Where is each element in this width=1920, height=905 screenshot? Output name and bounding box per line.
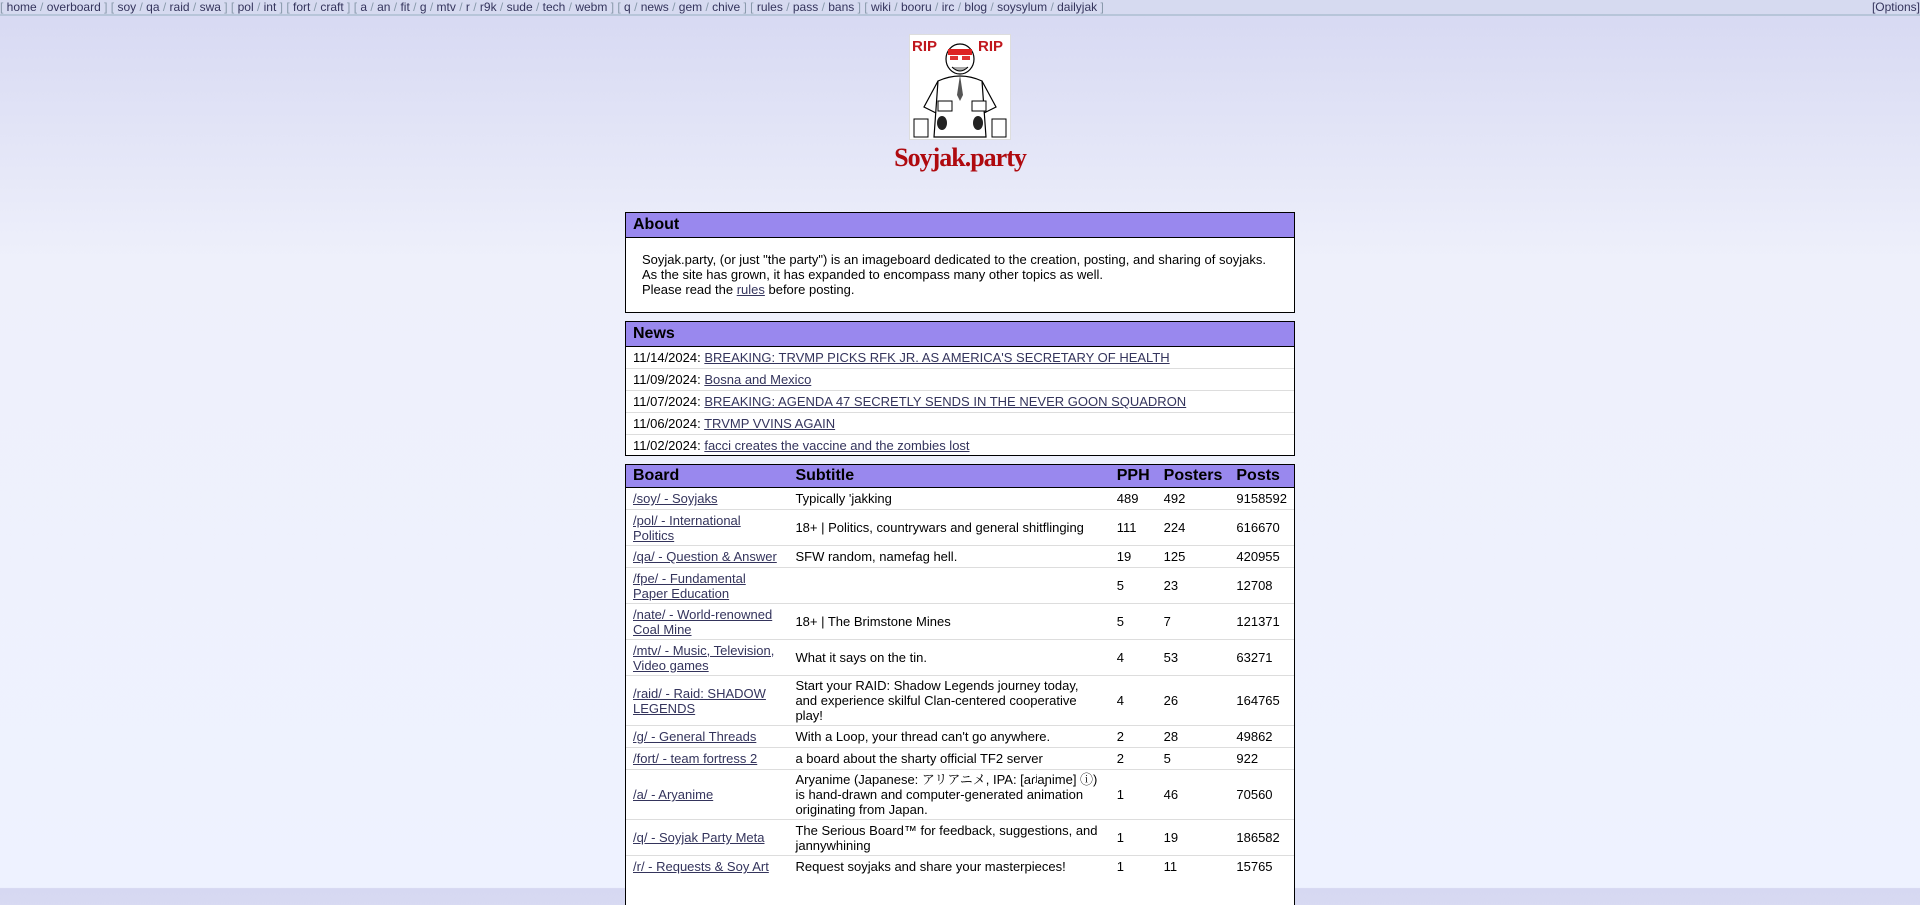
nav-link[interactable]: overboard [46,0,101,14]
board-pph-cell [1110,820,1157,856]
board-link[interactable]: /pol/ - International Politics [633,512,741,543]
board-posters: 11 [1163,859,1178,875]
top-nav-bar [0,0,1920,16]
board-posters: 53 [1163,650,1179,665]
rules-link[interactable]: rules [736,282,765,297]
nav-group: [ rules / pass / bans ] [750,0,865,14]
nav-link[interactable]: booru [900,0,932,14]
board-row [626,676,1294,726]
news-item [626,347,1294,368]
about-rules-line [642,282,1278,297]
board-link-cell [626,726,788,748]
board-pph: 5 [1116,614,1124,629]
nav-link[interactable]: qa [146,0,160,14]
nav-separator: / [1047,0,1058,14]
nav-link[interactable]: craft [320,0,344,14]
board-link-cell [626,488,788,510]
nav-separator: / [630,0,641,14]
board-subtitle: With a Loop, your thread can't go anywhere. [795,729,1051,744]
nav-separator: / [987,0,998,14]
board-row [626,510,1294,546]
about-description: Soyjak.party, (or just "the party") is an imageboard dedicated to the creation, posting, and sharing of soyjaks. As the site has grown, it has expanded to encompass many other topics as well. [642,252,1266,282]
nav-separator: / [818,0,829,14]
nav-separator: / [496,0,507,14]
nav-link[interactable]: mtv [436,0,456,14]
board-pph: 1 [1116,787,1124,802]
board-posts-cell [1229,726,1294,748]
board-subtitle-cell [788,676,1109,726]
nav-link[interactable]: pol [237,0,254,14]
board-posts: 49862 [1236,729,1273,744]
board-posters-cell [1157,820,1230,856]
board-row [626,604,1294,640]
nav-link[interactable]: q [624,0,631,14]
about-rules-post: before posting. [764,282,855,297]
board-row [626,726,1294,748]
board-link[interactable]: /mtv/ - Music, Television, Video games [633,642,775,673]
board-posters-cell [1157,546,1230,568]
rip-right-text: RIP [978,38,1004,55]
board-row [626,546,1294,568]
board-posts: 922 [1236,751,1259,766]
board-posters-cell [1157,726,1230,748]
board-posters: 492 [1163,491,1186,506]
board-pph: 111 [1116,520,1137,535]
board-pph-cell [1110,488,1157,510]
board-pph-cell [1110,770,1157,820]
board-posters: 46 [1163,787,1179,802]
board-link-cell [626,676,788,726]
board-pph-cell [1110,676,1157,726]
board-pph-cell [1110,568,1157,604]
nav-separator: / [469,0,480,14]
board-pph-cell [1110,748,1157,770]
nav-link[interactable]: r [465,0,470,14]
nav-separator: / [36,0,47,14]
news-link[interactable]: facci creates the vaccine and the zombies lost [704,438,970,453]
nav-link[interactable]: chive [712,0,741,14]
board-posts-cell [1229,676,1294,726]
board-subtitle-cell [788,640,1109,676]
nav-link[interactable]: fort [293,0,311,14]
soyjak-logo-drawing [910,35,1010,139]
board-posters: 7 [1163,614,1171,629]
nav-separator: / [253,0,264,14]
board-subtitle-cell [788,604,1109,640]
news-item [626,412,1294,434]
nav-separator: / [668,0,679,14]
board-column-header: Board [626,465,788,488]
about-box [625,212,1295,313]
board-posters: 19 [1163,830,1179,845]
board-link[interactable]: /a/ - Aryanime [633,787,714,802]
news-item [626,390,1294,412]
board-subtitle: What it says on the tin. [795,650,927,665]
news-date: 11/14/2024: [633,350,701,365]
subtitle-column-header: Subtitle [788,465,1109,488]
board-link-cell [626,770,788,820]
nav-separator: / [455,0,466,14]
nav-separator: / [782,0,793,14]
board-link[interactable]: /r/ - Requests & Soy Art [633,859,769,875]
nav-link[interactable]: webm [575,0,608,14]
posts-column-header: Posts [1229,465,1294,488]
board-link-cell [626,546,788,568]
board-subtitle: 18+ | Politics, countrywars and general shitflinging [795,520,1084,535]
pph-column-header: PPH [1110,465,1157,488]
board-posters: 23 [1163,578,1179,593]
board-pph: 1 [1116,830,1124,845]
board-link[interactable]: /q/ - Soyjak Party Meta [633,830,765,845]
board-pph: 1 [1116,859,1124,875]
board-subtitle-cell [788,546,1109,568]
about-heading: About [626,213,1294,238]
board-subtitle-cell [788,770,1109,820]
board-pph: 2 [1116,751,1124,766]
board-posts-cell [1229,488,1294,510]
board-posters-cell [1157,770,1230,820]
nav-link[interactable]: gem [678,0,703,14]
board-subtitle-cell [788,568,1109,604]
nav-link[interactable]: fit [400,0,410,14]
board-posts: 616670 [1236,520,1280,535]
board-subtitle: Typically 'jakking [795,491,892,506]
nav-separator: / [159,0,170,14]
board-pph: 2 [1116,729,1124,744]
board-pph: 5 [1116,578,1124,593]
nav-link[interactable]: blog [964,0,988,14]
board-subtitle-cell [788,726,1109,748]
board-subtitle-cell [788,510,1109,546]
board-link[interactable]: /g/ - General Threads [633,729,757,744]
nav-link[interactable]: raid [169,0,190,14]
news-link[interactable]: BREAKING: AGENDA 47 SECRETLY SENDS IN THE NEVER GOON SQUADRON [704,394,1187,409]
nav-separator: / [409,0,420,14]
board-row [626,770,1294,820]
options-button[interactable]: [Options] [1871,0,1920,14]
nav-group: [ a / an / fit / g / mtv / r / r9k / sude / tech / webm ] [353,0,618,14]
board-row [626,568,1294,604]
board-posts-cell [1229,856,1294,878]
board-posters-cell [1157,856,1230,878]
board-subtitle: The Serious Board™ for feedback, suggestions, and jannywhining [795,822,1098,853]
rip-left-text: RIP [912,38,938,55]
nav-link[interactable]: int [263,0,277,14]
board-link[interactable]: /nate/ - World-renowned Coal Mine [633,606,773,637]
nav-link[interactable]: r9k [479,0,497,14]
board-posts-cell [1229,568,1294,604]
board-posts: 15765 [1236,859,1273,875]
board-posts: 63271 [1236,650,1273,665]
board-row [626,640,1294,676]
board-posters-cell [1157,640,1230,676]
nav-separator: / [390,0,401,14]
nav-separator: / [136,0,147,14]
nav-group: [ soy / qa / raid / swa ] [110,0,231,14]
board-posts-cell [1229,510,1294,546]
board-subtitle: Aryanime (Japanese: アリアニメ, IPA: [aɾʲaɲime] ⓘ) is hand-drawn and computer-generated animation originating from Japan. [795,772,1098,817]
nav-separator: / [189,0,200,14]
board-posters: 28 [1163,729,1179,744]
board-posters: 26 [1163,693,1179,708]
board-link[interactable]: /qa/ - Question & Answer [633,549,777,564]
board-row [626,856,1294,878]
board-posts: 70560 [1236,787,1273,802]
board-link-cell [626,604,788,640]
nav-link[interactable]: dailyjak [1057,0,1098,14]
board-pph: 489 [1116,491,1139,506]
board-link[interactable]: /soy/ - Soyjaks [633,491,718,506]
board-link-cell [626,748,788,770]
board-subtitle: 18+ | The Brimstone Mines [795,614,951,629]
board-row [626,748,1294,770]
nav-link[interactable]: rules [756,0,783,14]
board-links [0,0,1104,14]
nav-separator: / [426,0,437,14]
nav-separator: / [890,0,901,14]
board-posters: 5 [1163,751,1171,766]
news-list [626,347,1294,456]
board-posters-cell [1157,568,1230,604]
nav-link[interactable]: an [377,0,391,14]
board-subtitle: Start your RAID: Shadow Legends journey today, and experience skilful Clan-centered cooperative play! [795,678,1079,723]
board-row [626,820,1294,856]
board-pph-cell [1110,856,1157,878]
news-link[interactable]: Bosna and Mexico [704,372,812,387]
about-body [626,238,1294,313]
nav-link[interactable]: a [360,0,368,14]
board-posts: 420955 [1236,549,1280,564]
board-pph-cell [1110,604,1157,640]
board-posts: 121371 [1236,614,1280,629]
board-posts-cell [1229,770,1294,820]
nav-link[interactable]: tech [542,0,566,14]
board-posts: 12708 [1236,578,1273,593]
board-subtitle: Request soyjaks and share your masterpieces! [795,859,1066,875]
news-item [626,368,1294,390]
nav-link[interactable]: g [419,0,427,14]
posters-column-header: Posters [1157,465,1230,488]
board-link[interactable]: /fort/ - team fortress 2 [633,751,758,766]
logo-image [909,34,1011,140]
board-posters: 224 [1163,520,1186,535]
board-subtitle-cell [788,856,1109,878]
nav-separator: / [310,0,321,14]
board-link[interactable]: /raid/ - Raid: SHADOW LEGENDS [633,685,766,716]
board-subtitle-cell [788,748,1109,770]
site-logo [909,34,1011,140]
news-heading: News [626,322,1294,347]
nav-separator: / [931,0,942,14]
about-rules-pre: Please read the [642,282,737,297]
nav-group: [ pol / int ] [230,0,287,14]
nav-group: [ q / news / gem / chive ] [617,0,751,14]
nav-link[interactable]: bans [828,0,855,14]
board-subtitle-cell [788,488,1109,510]
nav-link[interactable]: soysylum [997,0,1048,14]
nav-separator: / [367,0,378,14]
board-subtitle: a board about the sharty official TF2 server [795,751,1043,766]
nav-link[interactable]: home [6,0,37,14]
news-date: 11/02/2024: [633,438,701,453]
board-posts-cell [1229,546,1294,568]
board-link-cell [626,640,788,676]
nav-group: [ fort / craft ] [286,0,354,14]
board-posters: 125 [1163,549,1186,564]
board-subtitle-cell [788,820,1109,856]
board-pph: 4 [1116,650,1124,665]
nav-link[interactable]: swa [199,0,221,14]
board-posts: 164765 [1236,693,1280,708]
board-pph-cell [1110,726,1157,748]
news-item [626,434,1294,456]
board-link[interactable]: /fpe/ - Fundamental Paper Education [633,570,746,601]
board-posters-cell [1157,510,1230,546]
board-posters-cell [1157,676,1230,726]
nav-group: [ home / overboard ] [0,0,111,14]
board-pph-cell [1110,640,1157,676]
news-date: 11/06/2024: [633,416,701,431]
nav-link[interactable]: irc [941,0,955,14]
news-box [625,321,1295,456]
boards-box [625,464,1295,905]
board-link-cell [626,820,788,856]
board-posts-cell [1229,748,1294,770]
board-row [626,488,1294,510]
nav-link[interactable]: wiki [870,0,891,14]
board-posts-cell [1229,640,1294,676]
nav-link[interactable]: soy [117,0,137,14]
nav-separator: / [565,0,576,14]
board-link-cell [626,856,788,878]
nav-separator: / [954,0,965,14]
site-title: Soyjak.party [894,143,1026,172]
board-posters-cell [1157,488,1230,510]
news-date: 11/07/2024: [633,394,701,409]
board-pph: 19 [1116,549,1132,564]
board-posts: 9158592 [1236,491,1287,506]
board-posts-cell [1229,820,1294,856]
board-posters-cell [1157,748,1230,770]
board-pph: 4 [1116,693,1124,708]
news-link[interactable]: BREAKING: TRVMP PICKS RFK JR. AS AMERICA'S SECRETARY OF HEALTH [704,350,1170,365]
nav-group: [ wiki / booru / irc / blog / soysylum / dailyjak ] [864,0,1104,14]
board-posts-cell [1229,604,1294,640]
boards-header-row [626,465,1294,488]
board-posts: 186582 [1236,830,1280,845]
nav-separator: / [702,0,713,14]
board-pph-cell [1110,546,1157,568]
nav-link[interactable]: sude [506,0,533,14]
nav-link[interactable]: news [640,0,669,14]
board-subtitle: SFW random, namefag hell. [795,549,958,564]
board-link-cell [626,510,788,546]
nav-link[interactable]: pass [792,0,819,14]
boards-table [626,465,1294,878]
board-link-cell [626,568,788,604]
news-date: 11/09/2024: [633,372,701,387]
board-pph-cell [1110,510,1157,546]
news-link[interactable]: TRVMP VVINS AGAIN [704,416,836,431]
nav-separator: / [532,0,543,14]
board-posters-cell [1157,604,1230,640]
